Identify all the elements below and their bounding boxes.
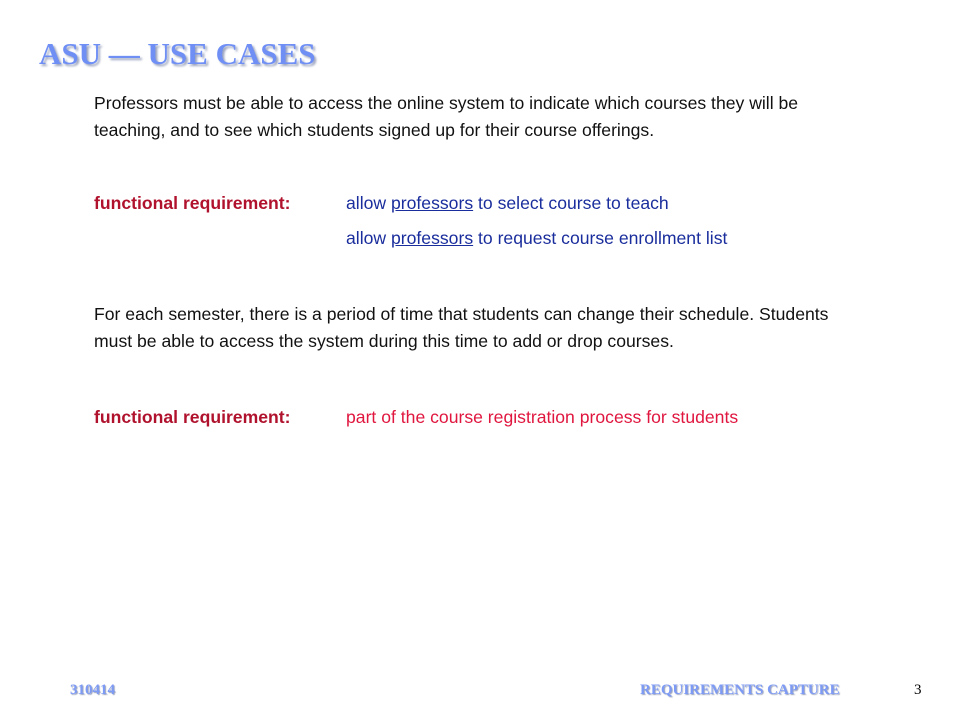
requirement-label-1: functional requirement: [94, 193, 291, 213]
requirement-label-2: functional requirement: [94, 407, 291, 427]
paragraph-professors: Professors must be able to access the online system to indicate which courses they will be teaching, and to see which students signed up for their course offerings. [94, 93, 799, 140]
professors-link: professors [390, 193, 474, 213]
page-number: 3 [914, 682, 922, 698]
footer-course-code: 310414 [70, 682, 115, 698]
professors-link: professors [390, 228, 474, 248]
slide-title: ASU — USE CASES [39, 36, 316, 71]
footer-section-title: REQUIREMENTS CAPTURE [640, 682, 840, 698]
paragraph-students: For each semester, there is a period of time that students can change their schedule. Students must be able to access the system during this time to add or drop courses. [94, 304, 829, 351]
requirement-line-select-course: allow professors to select course to teach [346, 193, 669, 213]
requirement-line-enrollment-list: allow professors to request course enrollment list [346, 228, 728, 248]
requirement-line-registration: part of the course registration process for students [346, 407, 739, 427]
